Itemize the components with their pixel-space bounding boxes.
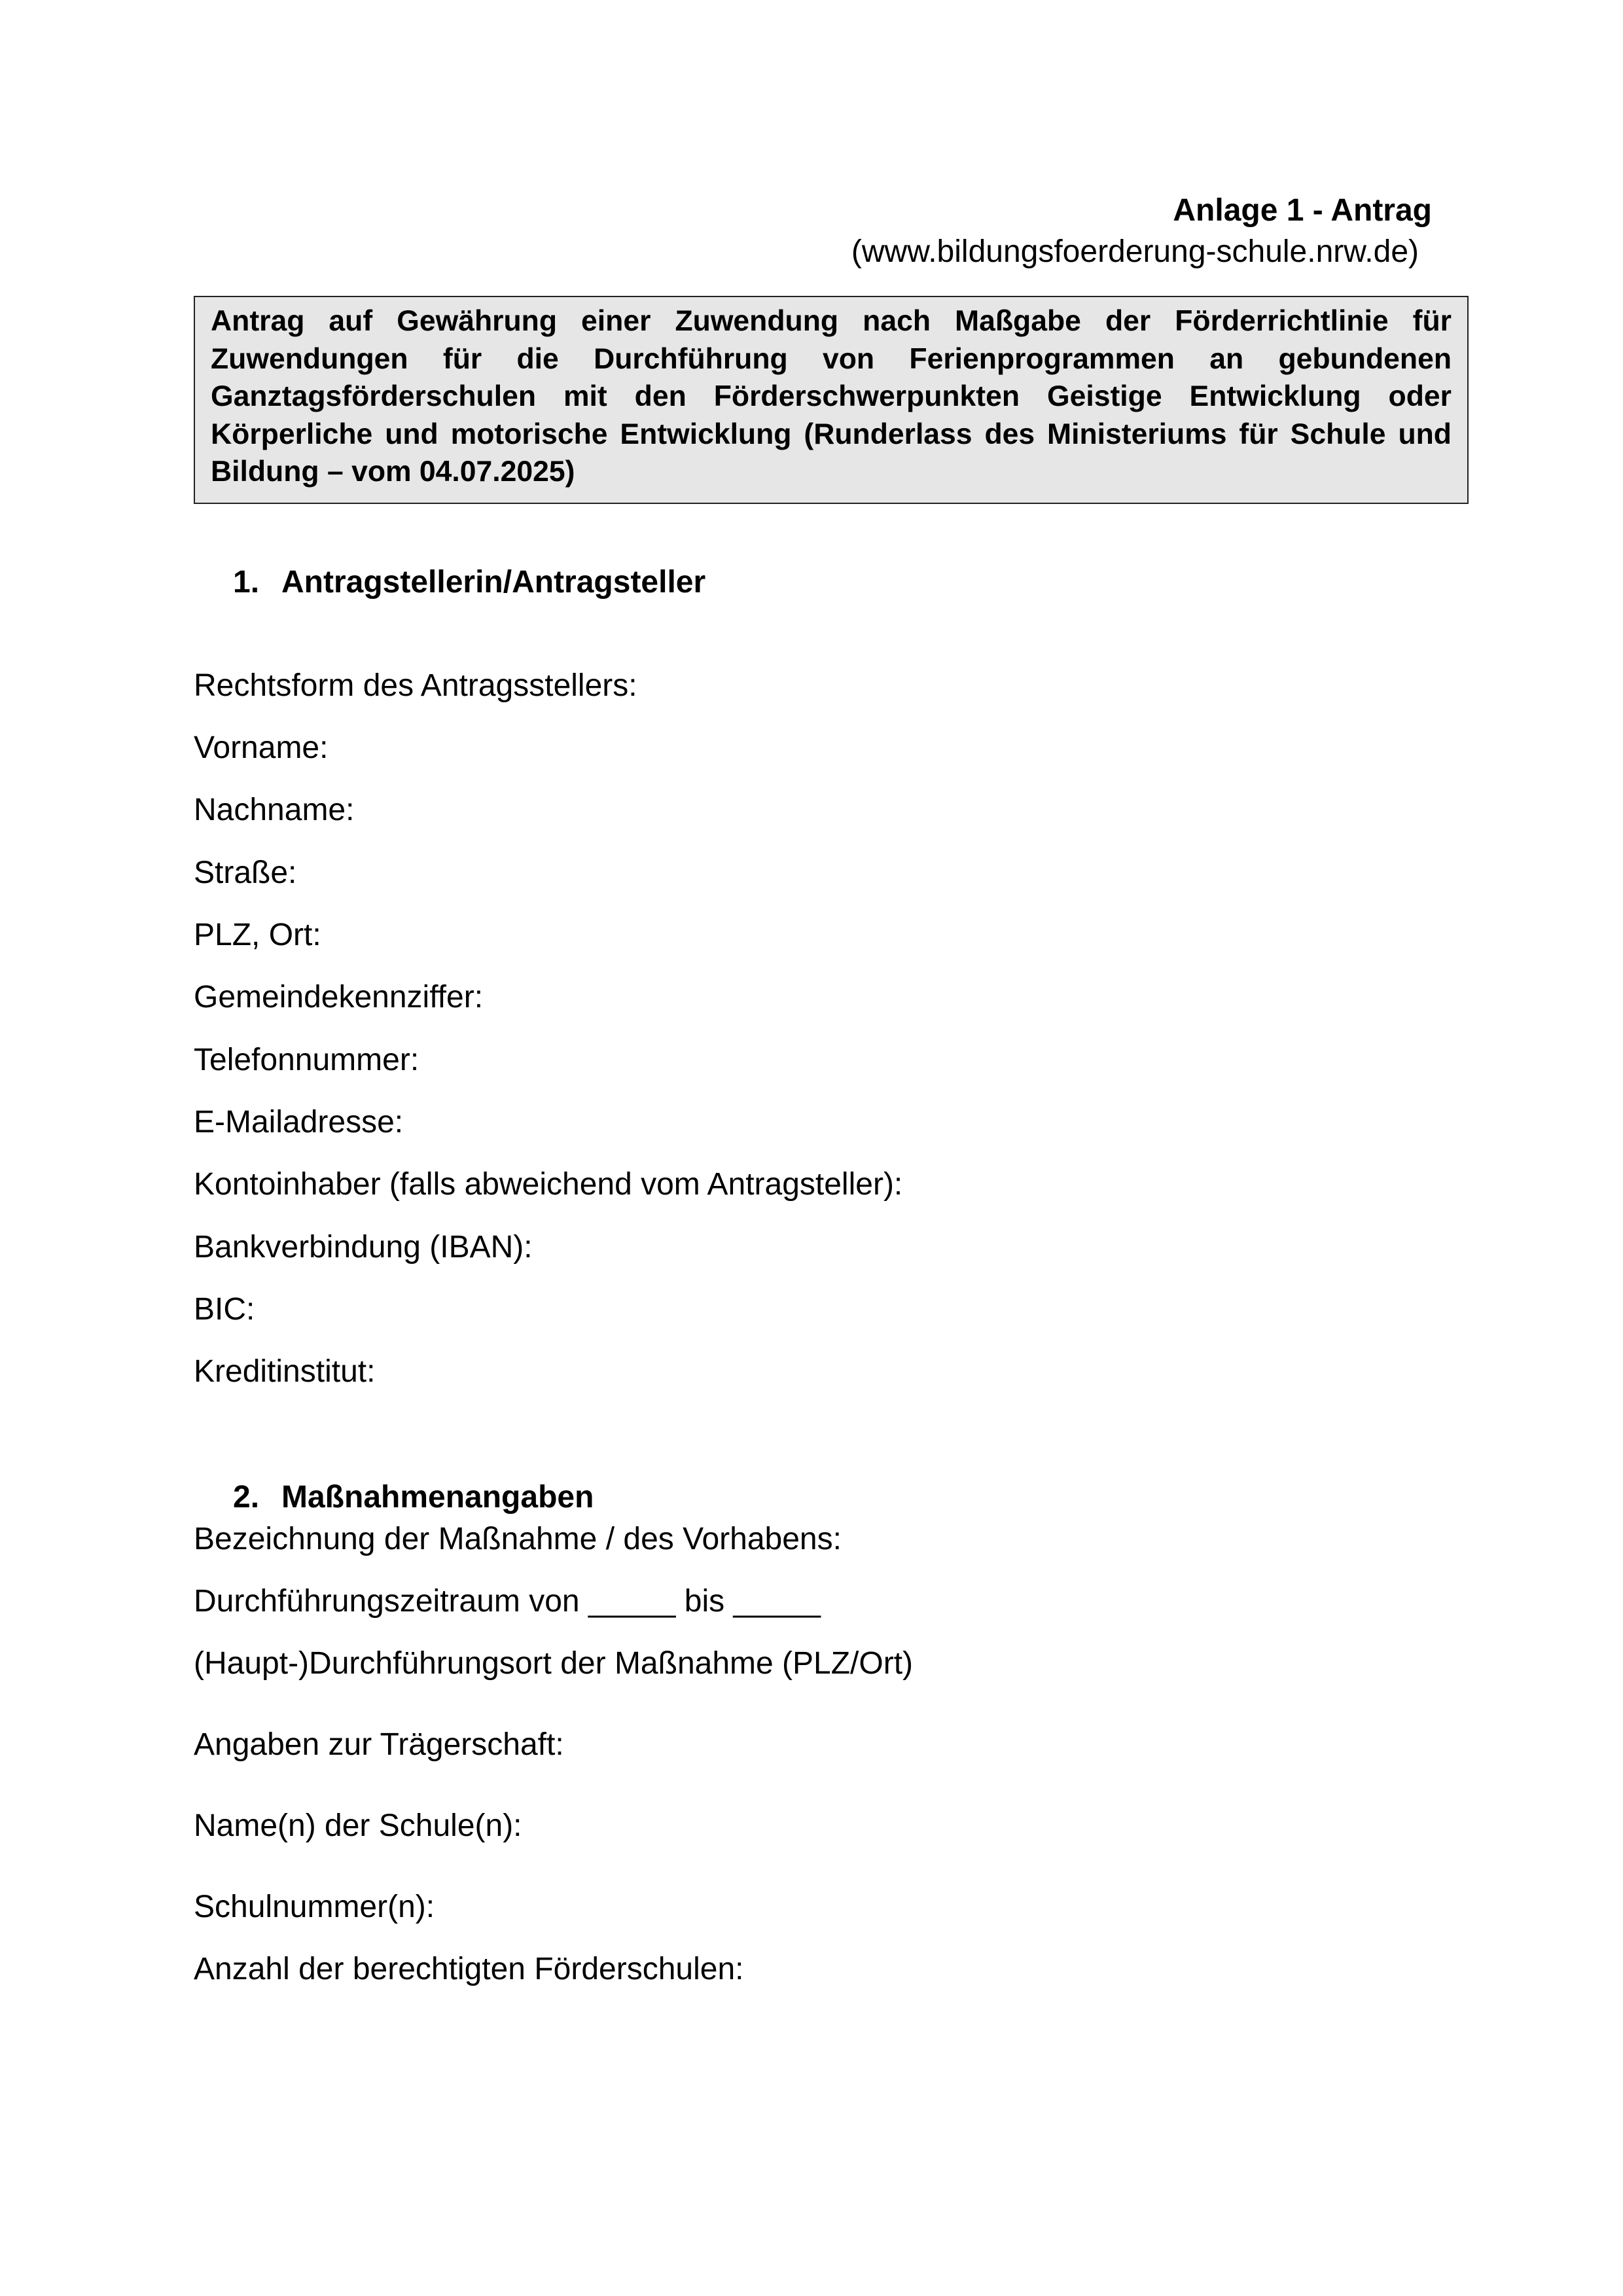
intro-box: [194, 296, 1469, 504]
intro-line: Antrag auf Gewährung einer Zuwendung nach Maßgabe der Förderrichtlinie für: [211, 305, 1452, 337]
field-iban: Bankverbindung (IBAN):: [194, 1230, 533, 1265]
intro-line: Bildung – vom 04.07.2025): [211, 456, 575, 488]
field-nachname: Nachname:: [194, 793, 355, 827]
intro-line: Körperliche und motorische Entwicklung (Runderlass des Ministeriums für Schule und: [211, 418, 1452, 450]
section-number: 1.: [233, 565, 260, 600]
field-durchfuehrungsort: (Haupt-)Durchführungsort der Maßnahme (PLZ/Ort): [194, 1646, 914, 1681]
document-title: Anlage 1 - Antrag: [1173, 193, 1432, 228]
document-url: (www.bildungsfoerderung-schule.nrw.de): [851, 234, 1419, 269]
section-number: 2.: [233, 1480, 260, 1515]
field-durchfuehrungszeitraum: Durchführungszeitraum von _____ bis _____: [194, 1584, 821, 1619]
field-rechtsform: Rechtsform des Antragsstellers:: [194, 668, 637, 703]
field-plz-ort: PLZ, Ort:: [194, 918, 321, 952]
field-bezeichnung: Bezeichnung der Maßnahme / des Vorhabens:: [194, 1522, 842, 1556]
field-schulnummer: Schulnummer(n):: [194, 1890, 435, 1924]
field-kreditinstitut: Kreditinstitut:: [194, 1354, 376, 1389]
field-traegerschaft: Angaben zur Trägerschaft:: [194, 1727, 564, 1762]
field-telefonnummer: Telefonnummer:: [194, 1043, 419, 1077]
section-2-heading: [233, 1478, 594, 1517]
section-title: Maßnahmenangaben: [281, 1480, 594, 1515]
section-title: Antragstellerin/Antragsteller: [281, 565, 706, 600]
field-gemeindekennziffer: Gemeindekennziffer:: [194, 980, 484, 1014]
field-schulname: Name(n) der Schule(n):: [194, 1808, 522, 1843]
field-vorname: Vorname:: [194, 730, 329, 765]
field-email: E-Mailadresse:: [194, 1105, 404, 1139]
field-bic: BIC:: [194, 1292, 255, 1327]
section-1-heading: [233, 563, 705, 602]
intro-line: Zuwendungen für die Durchführung von Ferienprogrammen an gebundenen: [211, 342, 1452, 375]
field-strasse: Straße:: [194, 855, 297, 890]
intro-line: Ganztagsförderschulen mit den Förderschwerpunkten Geistige Entwicklung oder: [211, 380, 1452, 412]
field-anzahl-foerderschulen: Anzahl der berechtigten Förderschulen:: [194, 1952, 744, 1986]
field-kontoinhaber: Kontoinhaber (falls abweichend vom Antragsteller):: [194, 1167, 903, 1202]
